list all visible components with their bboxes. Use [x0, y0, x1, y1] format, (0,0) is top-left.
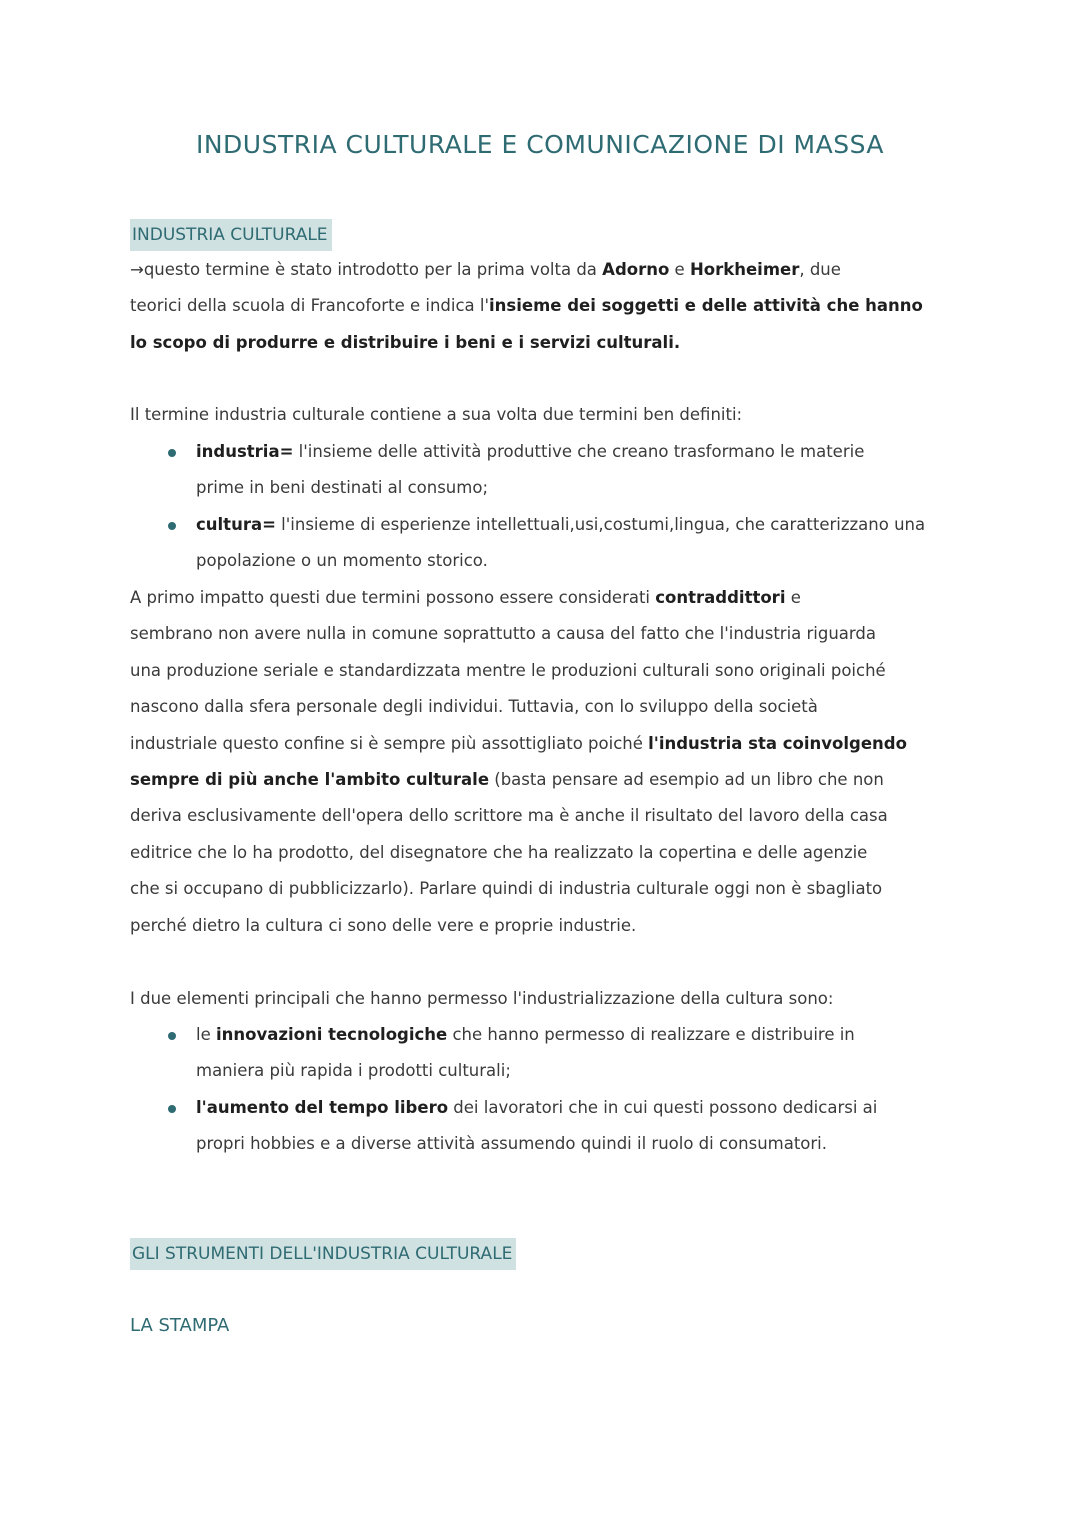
bold-adorno: Adorno — [602, 260, 670, 279]
list-item: cultura= l'insieme di esperienze intellettuali,usi,costumi,lingua, che caratterizzano una popolazione o un momento storico. — [130, 507, 960, 580]
section-heading-industria-culturale: INDUSTRIA CULTURALE — [130, 219, 332, 251]
list-item: le innovazioni tecnologiche che hanno permesso di realizzare e distribuire in maniera più rapida i prodotti culturali; — [130, 1017, 960, 1090]
terms-list — [130, 434, 960, 580]
intro-line-1: →questo termine è stato introdotto per la prima volta da Adorno e Horkheimer, due — [130, 260, 841, 279]
bullet-dot-icon — [168, 449, 176, 457]
elements-list — [130, 1017, 960, 1163]
intro-line-3: lo scopo di produrre e distribuire i beni e i servizi culturali. — [130, 332, 681, 352]
section-heading-strumenti: GLI STRUMENTI DELL'INDUSTRIA CULTURALE — [130, 1238, 516, 1270]
subheading-la-stampa: LA STAMPA — [130, 1315, 230, 1336]
list-item: l'aumento del tempo libero dei lavoratori che in cui questi possono dedicarsi ai propri hobbies e a diverse attività assumendo quindi il ruolo di consumatori. — [130, 1090, 960, 1163]
bullet-dot-icon — [168, 1032, 176, 1040]
body-paragraph: A primo impatto questi due termini possono essere considerati contraddittori e sembrano non avere nulla in comune soprattutto a causa del fatto che l'industria riguarda una produzione seriale e standardizzata mentre le produzioni culturali sono originali poiché nascono dalla sfera personale degli individui. Tuttavia, con lo sviluppo della società industriale questo confine si è sempre più assottigliato poiché l'industria sta coinvolgendo sempre di più anche l'ambito culturale (basta pensare ad esempio ad un libro che non deriva esclusivamente dell'opera dello scrittore ma è anche il risultato del lavoro della casa editrice che lo ha prodotto, del disegnatore che ha realizzato la copertina e delle agenzie che si occupano di pubblicizzarlo). Parlare quindi di industria culturale oggi non è sbagliato perché dietro la cultura ci sono delle vere e proprie industrie. — [130, 588, 907, 935]
intro-line-2: teorici della scuola di Francoforte e indica l'insieme dei soggetti e delle attività che hanno — [130, 296, 923, 316]
definition-intro: Il termine industria culturale contiene a sua volta due termini ben definiti: — [130, 405, 743, 424]
bullet-dot-icon — [168, 1105, 176, 1113]
bold-horkheimer: Horkheimer — [689, 260, 800, 279]
list-item: industria= l'insieme delle attività produttive che creano trasformano le materie prime in beni destinati al consumo; — [130, 434, 960, 507]
intro-paragraph — [130, 252, 950, 361]
document-title: INDUSTRIA CULTURALE E COMUNICAZIONE DI MASSA — [195, 130, 885, 159]
bullet-dot-icon — [168, 522, 176, 530]
elements-intro: I due elementi principali che hanno permesso l'industrializzazione della cultura sono: — [130, 989, 834, 1008]
